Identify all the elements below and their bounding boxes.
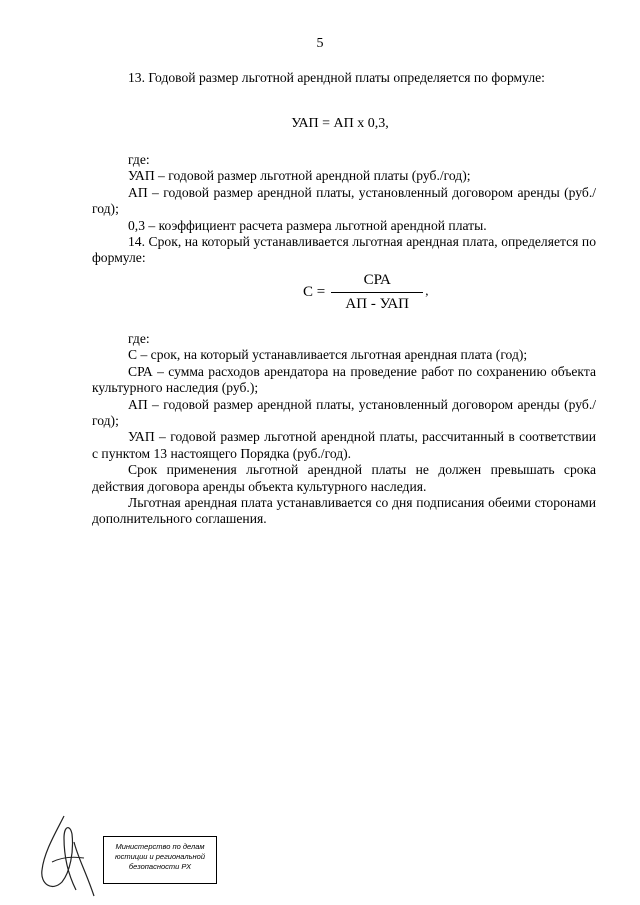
where-label-1: где:: [128, 152, 150, 167]
paragraph-term-limit: Срок применения льготной арендной платы не должен превышать срока действия договора аренды объекта культурного наследия.: [92, 462, 596, 494]
formula-term-fraction: [331, 272, 423, 313]
formula-term-numerator: СРА: [331, 272, 423, 293]
stamp-line-3: безопасности РХ: [128, 862, 192, 871]
stamp-line-2: юстиции и региональной: [114, 852, 206, 861]
definitions-block-1: [92, 152, 596, 267]
definition-c: С – срок, на который устанавливается льготная арендная плата (год);: [128, 347, 528, 363]
formula-uap: УАП = АП х 0,3,: [291, 116, 389, 131]
formula-term-denominator: АП - УАП: [345, 296, 410, 312]
where-label-2: где:: [128, 331, 150, 346]
formula-term-lhs: С =: [303, 284, 326, 300]
page-number: 5: [316, 36, 324, 51]
definitions-block-2: [92, 331, 596, 528]
definition-ap: АП – годовой размер арендной платы, установленный договором аренды (руб./год);: [92, 184, 596, 217]
definition-coefficient: 0,3 – коэффициент расчета размера льготной арендной платы.: [128, 217, 487, 233]
ministry-stamp: [103, 836, 217, 884]
formula-term: [303, 272, 428, 313]
definition-uap: УАП – годовой размер льготной арендной платы (руб./год);: [128, 168, 471, 184]
paragraph-start-date: Льготная арендная плата устанавливается со дня подписания обеими сторонами дополнительного соглашения.: [92, 495, 596, 527]
signature-icon: [34, 812, 104, 898]
definition-ap-2: АП – годовой размер арендной платы, установленный договором аренды (руб./год);: [92, 396, 596, 429]
paragraph-13: [92, 70, 596, 86]
definition-uap-2: УАП – годовой размер льготной арендной платы, рассчитанный в соответствии с пунктом 13 настоящего Порядка (руб./год).: [92, 429, 596, 461]
definition-cpa: СРА – сумма расходов арендатора на проведение работ по сохранению объекта культурного наследия (руб.);: [92, 363, 596, 396]
paragraph-14-text: 14. Срок, на который устанавливается льготная арендная плата, определяется по формуле:: [92, 234, 596, 266]
stamp-line-1: Министерство по делам: [115, 842, 205, 851]
formula-term-trailing: ,: [425, 283, 429, 298]
paragraph-13-text: 13. Годовой размер льготной арендной платы определяется по формуле:: [128, 70, 545, 85]
